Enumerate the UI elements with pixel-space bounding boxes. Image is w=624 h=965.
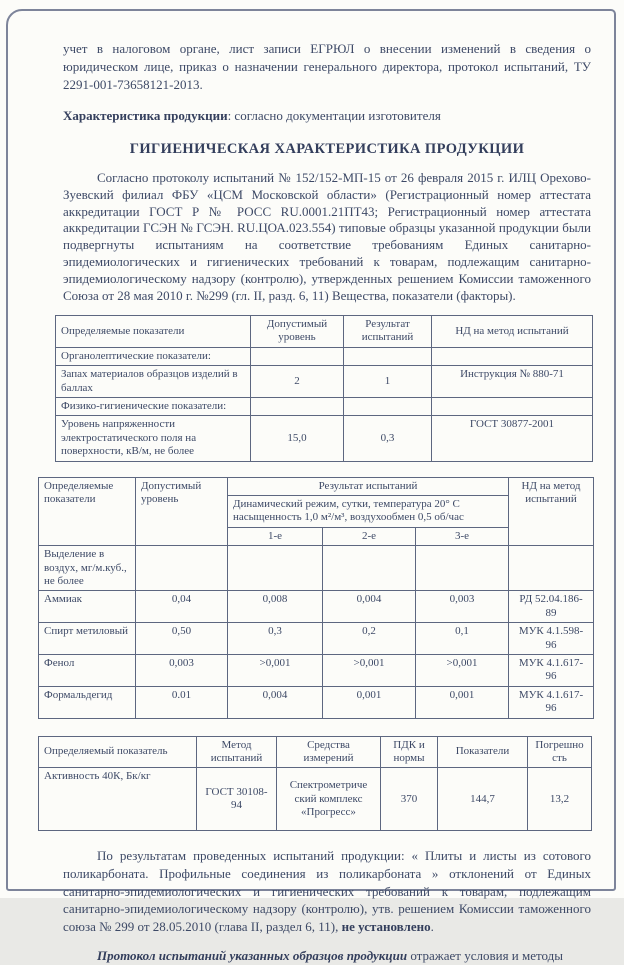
table-cell: ГОСТ 30877-2001 xyxy=(432,416,593,461)
table-cell: Уровень напряженности электростатического поля на поверхности, кВ/м, не более xyxy=(56,416,251,461)
table-cell: ГОСТ 30108-94 xyxy=(197,768,277,831)
table-cell: 370 xyxy=(381,768,438,831)
table-cell xyxy=(432,347,593,365)
column-header: Метод испытаний xyxy=(197,736,277,768)
table-cell: Спектрометриче ский комплекс «Прогресс» xyxy=(277,768,381,831)
table-cell: Выделение в воздух, мг/м.куб., не более xyxy=(39,546,136,591)
page-title: ГИГИЕНИЧЕСКАЯ ХАРАКТЕРИСТИКА ПРОДУКЦИИ xyxy=(129,140,525,157)
table-cell xyxy=(344,397,432,415)
table-cell: 0,001 xyxy=(323,686,416,718)
column-header: Показатели xyxy=(438,736,528,768)
product-characteristic-label: Характеристика продукции xyxy=(63,107,228,123)
table-cell: >0,001 xyxy=(228,655,323,687)
table-cell: >0,001 xyxy=(323,655,416,687)
conclusion-paragraph xyxy=(0,847,624,935)
conclusion-period: . xyxy=(430,919,434,935)
table-activity xyxy=(38,736,592,832)
column-header: Определяемые показатели xyxy=(56,315,251,347)
column-header: НД на метод испытаний xyxy=(432,315,593,347)
table-cell: 2 xyxy=(251,366,344,398)
footer-line xyxy=(0,947,624,965)
column-header: Определяемый показатель xyxy=(39,736,197,768)
table-cell: Аммиак xyxy=(39,591,136,623)
table-section-row xyxy=(56,397,593,415)
table-cell: 0,2 xyxy=(323,623,416,655)
table-cell: 0,003 xyxy=(416,591,509,623)
product-characteristic-value: : согласно документации изготовителя xyxy=(227,107,441,123)
column-header: 2-е xyxy=(323,527,416,545)
table-cell: 0,04 xyxy=(136,591,228,623)
table-cell: 0,3 xyxy=(228,623,323,655)
product-characteristic-line xyxy=(0,107,624,125)
intro-paragraph: учет в налоговом органе, лист записи ЕГРЮЛ о внесении изменений в сведения о юридическом лице, приказ о назначении генерального директора, протокол испытаний, ТУ 2291-001-73658121-2013. xyxy=(63,41,591,92)
table-cell: 15,0 xyxy=(251,416,344,461)
table-cell xyxy=(251,397,344,415)
table-activity-wrapper xyxy=(38,736,591,832)
table-emissions xyxy=(38,477,594,719)
conclusion-verdict: не установлено xyxy=(341,919,431,935)
table-cell: 0,3 xyxy=(344,416,432,461)
table-row xyxy=(56,366,593,398)
table-header-row xyxy=(56,315,593,347)
table-cell: >0,001 xyxy=(416,655,509,687)
column-header: ПДК и нормы xyxy=(381,736,438,768)
table-cell: Спирт метиловый xyxy=(39,623,136,655)
table-cell: 1 xyxy=(344,366,432,398)
column-header: Определяемые показатели xyxy=(39,477,136,546)
table-cell: 0,004 xyxy=(228,686,323,718)
table-emissions-wrapper xyxy=(38,477,593,719)
table-cell: 0,1 xyxy=(416,623,509,655)
table-cell: 0,50 xyxy=(136,623,228,655)
table-cell xyxy=(344,347,432,365)
conclusion-text: По результатам проведенных испытаний продукции: « Плиты и листы из сотового поликарбоната. Профильные соединения из поликарбоната » отклонений от Единых санитарно-эпидемиологических и гигиенических требований к товарам, подлежащим санитарно-эпидемиологическому надзору (контролю), утв. решением Комиссии таможенного союза № 299 от 28.05.2010 (глава II, раздел 6, 11), xyxy=(63,848,591,935)
table-section-row xyxy=(39,546,594,591)
table-cell: МУК 4.1.617-96 xyxy=(509,686,594,718)
table-cell: МУК 4.1.598-96 xyxy=(509,623,594,655)
footer-protocol-phrase: Протокол испытаний указанных образцов продукции xyxy=(97,947,408,963)
table-cell: 0.01 xyxy=(136,686,228,718)
table-cell xyxy=(251,347,344,365)
column-header: НД на метод испытаний xyxy=(509,477,594,546)
document-content xyxy=(0,30,624,963)
column-header: Погрешность xyxy=(528,736,592,768)
table-cell: 0,003 xyxy=(136,655,228,687)
table-cell: Активность 40К, Бк/кг xyxy=(39,768,197,831)
table-cell: Физико-гигиенические показатели: xyxy=(56,397,251,415)
table-indicators xyxy=(55,315,593,462)
table-cell: Запах материалов образцов изделий в баллах xyxy=(56,366,251,398)
column-header: Результат испытаний xyxy=(344,315,432,347)
column-header: Допустимый уровень xyxy=(136,477,228,546)
table-row xyxy=(39,768,592,831)
column-header: 1-е xyxy=(228,527,323,545)
table-cell: Органолептические показатели: xyxy=(56,347,251,365)
table-cell xyxy=(228,546,323,591)
table-row xyxy=(39,686,594,718)
table-indicators-wrapper xyxy=(55,315,593,462)
table-cell: 13,2 xyxy=(528,768,592,831)
table-cell xyxy=(432,397,593,415)
table-cell: РД 52.04.186-89 xyxy=(509,591,594,623)
table-cell xyxy=(416,546,509,591)
table-cell: Инструкция № 880-71 xyxy=(432,366,593,398)
table-header-row xyxy=(39,477,594,495)
table-cell: Фенол xyxy=(39,655,136,687)
table-header-row xyxy=(39,736,592,768)
table-cell: 144,7 xyxy=(438,768,528,831)
table-row xyxy=(39,655,594,687)
table-cell: 0,004 xyxy=(323,591,416,623)
footer-rest: отражает условия и методы xyxy=(407,947,563,963)
column-header: Допустимый уровень xyxy=(251,315,344,347)
table-row xyxy=(56,416,593,461)
column-header: Результат испытаний xyxy=(228,477,509,495)
table-cell: 0,001 xyxy=(416,686,509,718)
column-header: Средства измерений xyxy=(277,736,381,768)
column-header: Динамический режим, сутки, температура 20° С насыщенность 1,0 м²/м³, воздухообмен 0,5 об/час xyxy=(228,495,509,527)
table-row xyxy=(39,591,594,623)
table-row xyxy=(39,623,594,655)
table-cell xyxy=(509,546,594,591)
table-cell: Формальдегид xyxy=(39,686,136,718)
table-cell: 0,008 xyxy=(228,591,323,623)
column-header: 3-е xyxy=(416,527,509,545)
table-cell xyxy=(323,546,416,591)
protocol-paragraph: Согласно протоколу испытаний № 152/152-МП-15 от 26 февраля 2015 г. ИЛЦ Орехово-Зуевский филиал ФБУ «ЦСМ Московской области» (Регистрационный номер аттестата аккредитации ГОСТ Р № РОСС RU.0001.21ПТ43; Регистрационный номер аттестата аккредитации ГСЭН № ГСЭН. RU.ЦОА.023.554) типовые образцы указанной продукции были подвергнуты испытаниям на соответствие требованиям Единых санитарно-эпидемиологических и гигиенических требований к товарам, подлежащим санитарно-эпидемиологическому надзору (контролю), утвержденных решением Комиссии таможенного Союза от 28 мая 2010 г. №299 (гл. II, разд. 6, 11) Вещества, показатели (факторы). xyxy=(63,169,591,303)
table-section-row xyxy=(56,347,593,365)
table-cell: МУК 4.1.617-96 xyxy=(509,655,594,687)
table-cell xyxy=(136,546,228,591)
